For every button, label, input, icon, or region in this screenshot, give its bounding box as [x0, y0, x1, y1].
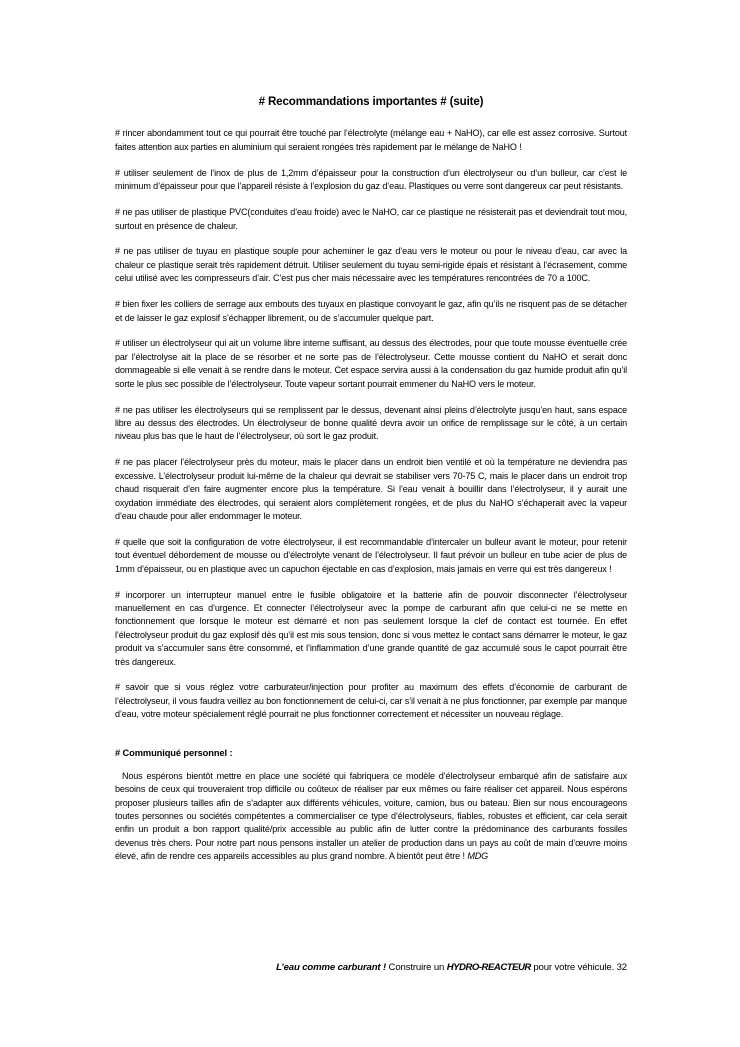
footer-middle: Construire un [386, 962, 447, 973]
footer-product-name: HYDRO-REACTEUR [446, 962, 531, 973]
paragraph-interrupteur: # incorporer un interrupteur manuel entre le fusible obligatoire et la batterie afin de pouvoir disconnecter l’électrolyseur manuellement en cas d’urgence. Et connecter l’électrolyseur avec la pompe de carburant afin que celui-ci ne se mette en fonctionnement que lorsque le moteur est démarré et non pas seulement lorsque la clef de contact est tournée. En effet l’électrolyseur produit du gaz explosif dès qu’il est mis sous tension, donc si vous mettez le contact sans démarrer le moteur, le gaz produit va s’accumuler sans être consommé, et l’inflammation d’une grande quantité de gaz accumulé sous le capot pourrait être très dangereux. [115, 589, 627, 667]
paragraph-placement: # ne pas placer l’électrolyseur près du moteur, mais le placer dans un endroit bien ventilé et où la température ne deviendra pas excessive. L’électrolyseur produit lui-même de la chaleur qui devrait se stabiliser vers 70-75 C, mais le placer dans un endroit trop chaud risquerait d’en faire augmenter encore plus la température. Si l’eau venait à bouillir dans l’électrolyseur, il y aurait une oxydation immédiate des électrodes, qui seraient alors complètement rongées, et de plus du NaHO s’échaperait avec la vapeur d’eau chaude pour aller endommager le moteur. [115, 457, 627, 521]
page-title: # Recommandations importantes # (suite) [258, 95, 484, 108]
paragraph-colliers: # bien fixer les colliers de serrage aux embouts des tuyaux en plastique convoyant le gaz, afin qu’ils ne risquent pas de se détacher et de laisser le gaz explosif s’échapper librement, ou de s’accumuler quelque part. [115, 299, 627, 323]
footer-tail: pour votre véhicule. [530, 962, 617, 973]
section-heading-communique: # Communiqué personnel : [115, 747, 233, 758]
paragraph-pvc: # ne pas utiliser de plastique PVC(conduites d’eau froide) avec le NaHO, car ce plastique ne résisterait pas et deviendrait tout mou, surtout en présence de chaleur. [115, 207, 627, 231]
communique-text: Nous espérons bientôt mettre en place une société qui fabriquera ce modèle d’électrolyseur embarqué afin de satisfaire aux besoins de ceux qui trouveraient trop difficile ou coûteux de réaliser par eux mêmes ou faire réaliser cet appareil. Nous espérons proposer plusieurs tailles afin de s’adapter aux différents véhicules, voiture, camion, bus ou bateau. Bien sur nous encourageons toutes personnes ou sociétés compétentes a commercialiser ce type d’électrolyseurs, fiables, robustes et efficient, car cela serait enfin un produit a bon rapport qualité/prix accessible au public afin de lutter contre la prédominance des carburants fossiles devenus très chers. Pour notre part nous pensons installer un atelier de production dans un pays au coût de main d’œuvre moins élevé, afin de rendre ces appareils accessibles au plus grand nombre. A bientôt peut être ! [115, 770, 627, 862]
paragraph-inox: # utiliser seulement de l’inox de plus de 1,2mm d’épaisseur pour la construction d’un électrolyseur ou d’un bulleur, car c’est le minimum d’épaisseur pour que l’appareil résiste à l’explosion du gaz d’eau. Plastiques ou verre sont dangereux car peut résistants. [115, 167, 627, 192]
footer-page-number: 32 [616, 962, 627, 973]
signature-initials: MDG [467, 851, 489, 862]
page-footer [115, 962, 627, 973]
paragraph-communique [115, 770, 627, 864]
paragraph-tuyau: # ne pas utiliser de tuyau en plastique souple pour acheminer le gaz d’eau vers le moteur ou pour le niveau d’eau, car avec la chaleur ce plastique serait très rapidement détruit. Utiliser seulement du tuyau semi-rigide épais et résistant à l’écrasement, comme celui utilisé avec les compresseurs d’air. C’est pus cher mais nécessaire avec les températures rencontrées de 70 a 100C. [115, 246, 627, 284]
footer-lead: L’eau comme carburant ! [276, 962, 387, 973]
paragraph-volume-libre: # utiliser un électrolyseur qui ait un volume libre interne suffisant, au dessus des électrodes, pour que toute mousse éventuelle crée par l’électrolyse ait la place de se résorber et ne sorte pas de l’électrolyseur. Cette mousse contient du NaHO et serait donc dommageable si elle venait à se rendre dans le moteur. Cet espace servira aussi à la condensation du gaz humide produit afin qu’il sorte le plus sec possible de l’électrolyseur. Toute vapeur sortant pourrait emmener du NaHO vers le moteur. [115, 338, 627, 389]
paragraph-rincer: # rincer abondamment tout ce qui pourrait être touché par l’électrolyte (mélange eau + NaHO), car elle est assez corrosive. Surtout faites attention aux parties en aluminium qui seraient rongées très rapidement par le mélange de NaHO ! [115, 128, 627, 152]
paragraph-bulleur: # quelle que soit la configuration de votre électrolyseur, il est recommandable d’intercaler un bulleur avant le moteur, pour retenir tout éventuel débordement de mousse ou d’électrolyte venant de l’électrolyseur. Il faut prévoir un bulleur en tube acier de plus de 1mm d’épaisseur, ou en plastique avec un capuchon éjectable en cas d’explosion, mais jamais en verre qui est très dangereux ! [115, 536, 627, 574]
paragraph-remplissage: # ne pas utiliser les électrolyseurs qui se remplissent par le dessus, devenant ainsi pleins d’électrolyte jusqu’en haut, sans espace libre au dessus des électrodes. Un électrolyseur de bonne qualité devra avoir un orifice de remplissage sur le côté, à un certain niveau plus bas que le haut de l’électrolyseur, où sort le gaz produit. [115, 404, 627, 442]
document-body [115, 95, 627, 864]
paragraph-carburateur: # savoir que si vous réglez votre carburateur/injection pour profiter au maximum des effets d’économie de carburant de l’électrolyseur, il vous faudra veillez au bon fonctionnement de celui-ci, car s’il venait à ne plus fonctionner, par exemple par manque d’eau, votre moteur spécialement réglé pourrait ne plus fonctionner correctement et nécessiter un nouveau réglage. [115, 682, 627, 720]
